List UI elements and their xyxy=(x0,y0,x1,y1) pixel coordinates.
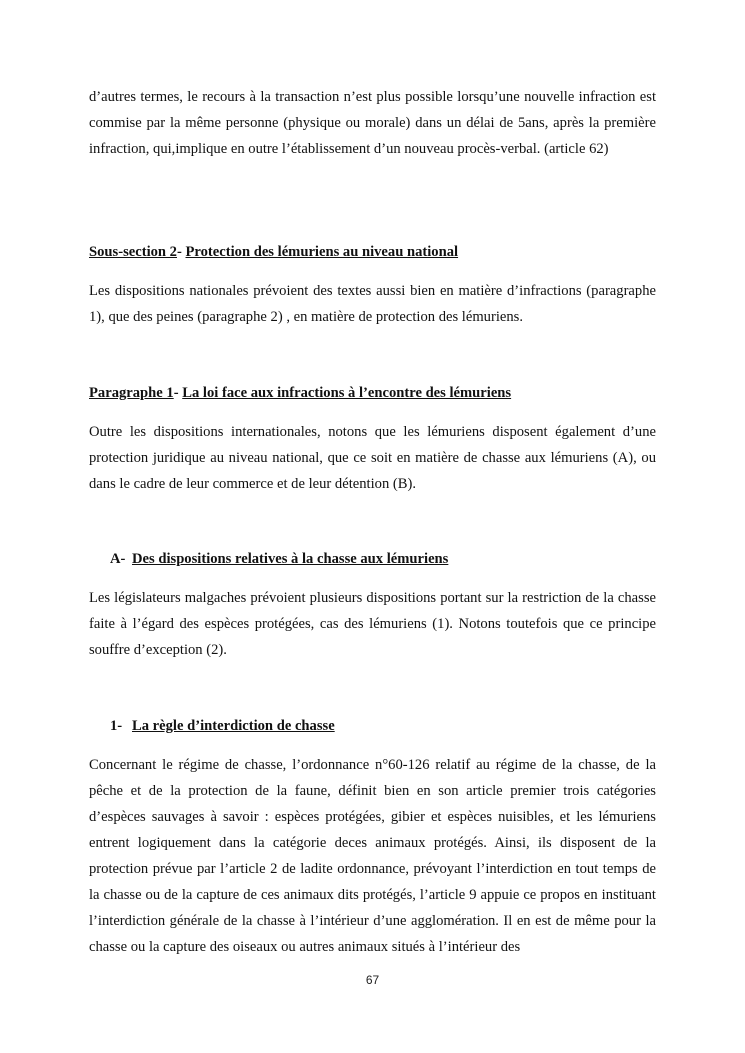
heading-prefix: Paragraphe 1 xyxy=(89,385,174,401)
paragraph-text: Outre les dispositions internationales, notons que les lémuriens disposent également d’une protection juridique au niveau national, que ce soit en matière de chasse aux lémuriens (A), ou dans le cadre de leur commerce et de leur détention (B). xyxy=(89,424,656,492)
heading-prefix: Sous-section 2 xyxy=(89,244,177,260)
paragraph-legislateurs xyxy=(89,585,656,663)
heading-section-a xyxy=(110,549,448,569)
heading-sous-section-2 xyxy=(89,242,458,262)
paragraph-transaction xyxy=(89,84,656,162)
heading-section-1 xyxy=(110,716,335,736)
paragraph-text: Concernant le régime de chasse, l’ordonnance n°60-126 relatif au régime de la chasse, de la pêche et de la protection de la faune, définit bien en son article premier trois catégories d’espèces sauvages à savoir : espèces protégées, gibier et espèces nuisibles, et les lémuriens entrent logiquement dans la catégorie deces animaux protégés. Ainsi, ils disposent de la protection prévue par l’article 2 de ladite ordonnance, prévoyant l’interdiction en tout temps de la chasse ou de la capture de ces animaux dits protégés, l’article 9 appuie ce propos en instituant l’interdiction générale de la chasse à l’intérieur d’une agglomération. Il en est de même pour la chasse ou la capture des oiseaux ou autres animaux situés à l’intérieur des xyxy=(89,757,656,955)
heading-title: Protection des lémuriens au niveau national xyxy=(185,244,459,260)
paragraph-dispositions-nationales xyxy=(89,278,656,330)
paragraph-regime-chasse xyxy=(89,752,656,960)
paragraph-text: d’autres termes, le recours à la transaction n’est plus possible lorsqu’une nouvelle infraction est commise par la même personne (physique ou morale) dans un délai de 5ans, après la première infraction, qui,implique en outre l’établissement d’un nouveau procès-verbal. (article 62) xyxy=(89,89,656,157)
heading-title: La règle d’interdiction de chasse xyxy=(132,718,335,734)
page-number: 67 xyxy=(365,973,380,987)
heading-separator: - xyxy=(173,385,183,401)
paragraph-protection-juridique xyxy=(89,419,656,497)
paragraph-text: Les dispositions nationales prévoient des textes aussi bien en matière d’infractions (paragraphe 1), que des peines (paragraphe 2) , en matière de protection des lémuriens. xyxy=(89,283,656,325)
heading-prefix: 1- xyxy=(110,718,123,734)
heading-title: Des dispositions relatives à la chasse aux lémuriens xyxy=(132,551,449,567)
heading-prefix: A- xyxy=(110,551,126,567)
heading-separator: - xyxy=(176,244,186,260)
heading-title: La loi face aux infractions à l’encontre des lémuriens xyxy=(182,385,512,401)
paragraph-text: Les législateurs malgaches prévoient plusieurs dispositions portant sur la restriction de la chasse faite à l’égard des espèces protégées, cas des lémuriens (1). Notons toutefois que ce principe souffre d’exception (2). xyxy=(89,590,656,658)
heading-paragraphe-1 xyxy=(89,383,511,403)
